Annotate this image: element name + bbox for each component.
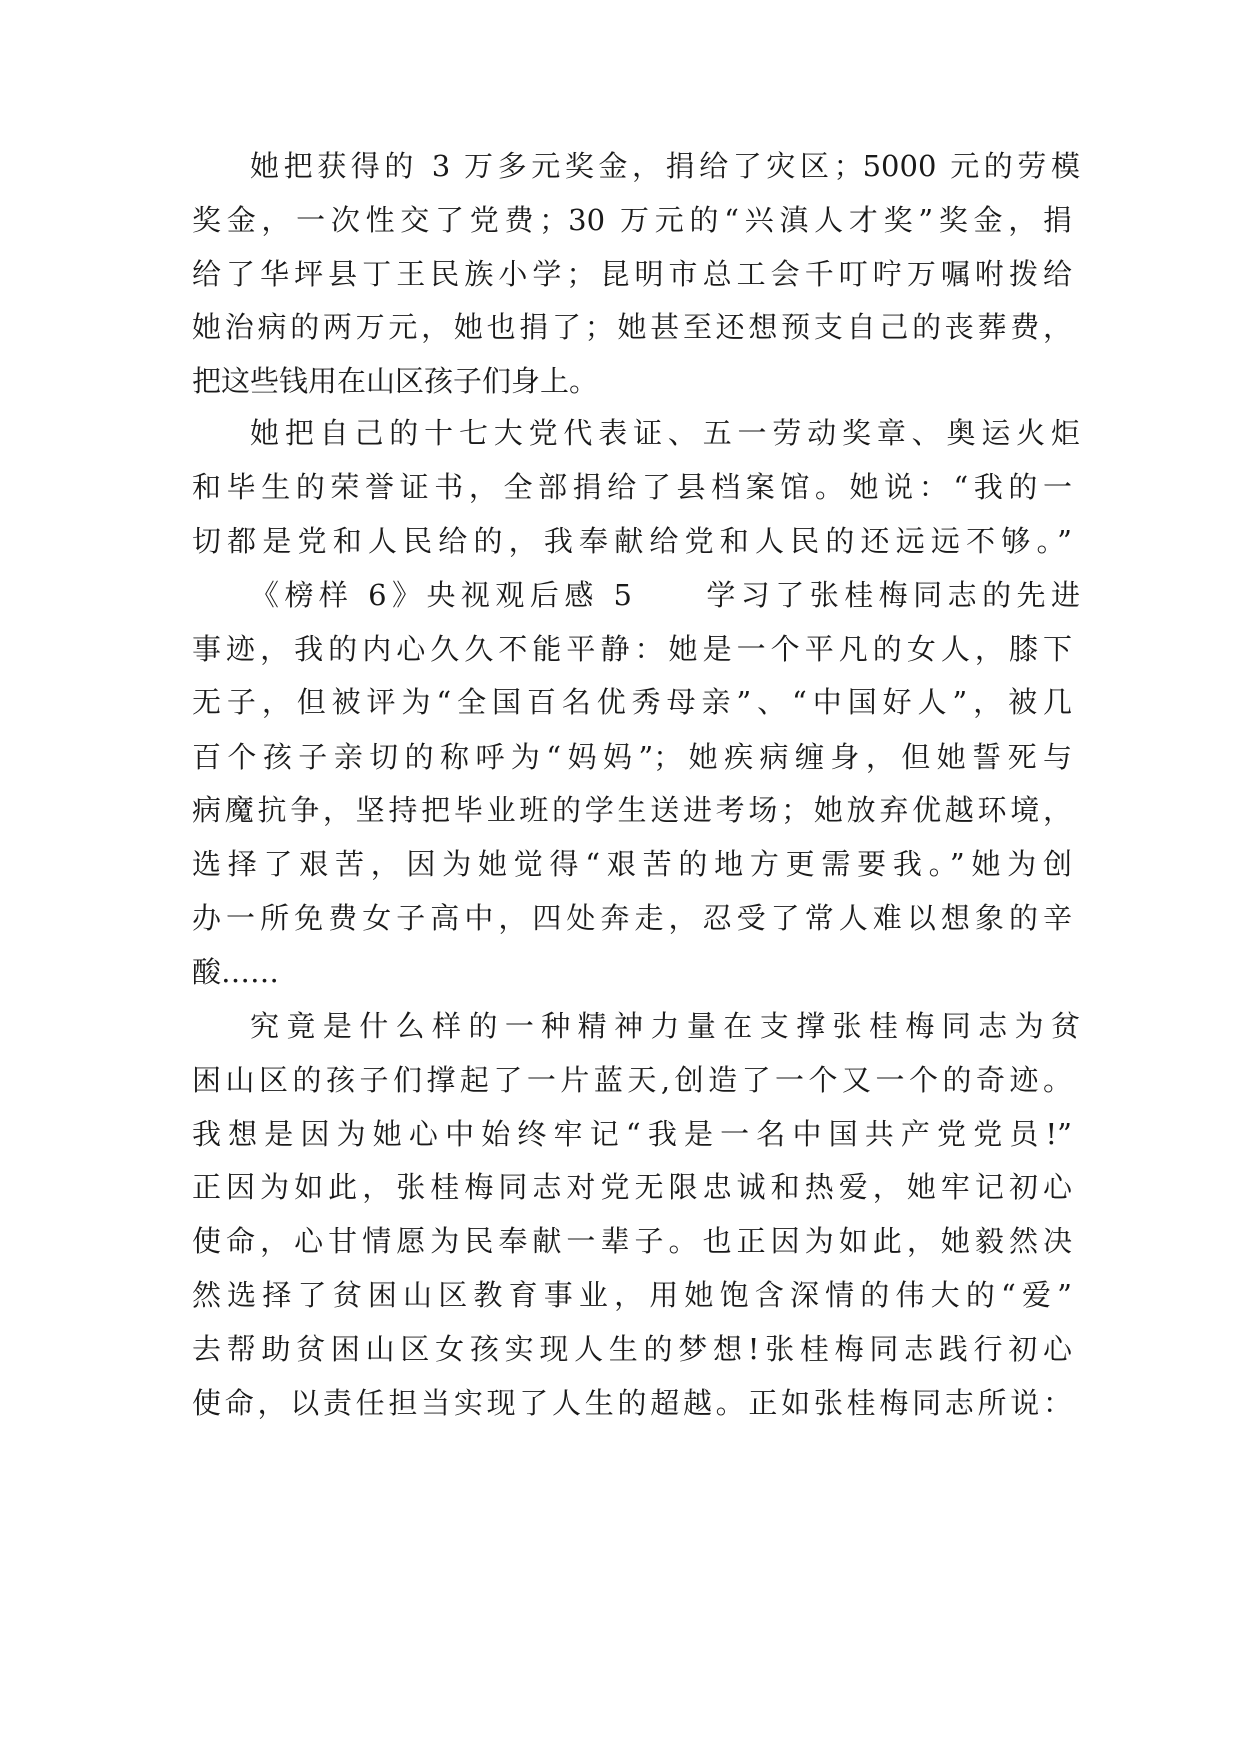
paragraph-3-line-8: 酸…… [192, 955, 280, 989]
paragraph-1-line-2: 奖金，一次性交了党费；30 万元的“兴滇人才奖”奖金，捐 [192, 203, 1072, 237]
paragraph-3-line-5: 病魔抗争，坚持把毕业班的学生送进考场；她放弃优越环境， [192, 793, 1072, 827]
paragraph-2-line-3: 切都是党和人民给的，我奉献给党和人民的还远远不够。” [192, 524, 1072, 558]
paragraph-3-line-2: 事迹，我的内心久久不能平静：她是一个平凡的女人，膝下 [192, 632, 1072, 666]
paragraph-3-line-4: 百个孩子亲切的称呼为“妈妈”；她疾病缠身，但她誓死与 [192, 740, 1072, 774]
paragraph-3-line-1: 《榜样 6》央视观后感 5 学习了张桂梅同志的先进 [250, 578, 1080, 612]
paragraph-3-line-6: 选择了艰苦，因为她觉得“艰苦的地方更需要我。”她为创 [192, 847, 1072, 881]
paragraph-1-line-1: 她把获得的 3 万多元奖金，捐给了灾区；5000 元的劳模 [250, 149, 1080, 183]
paragraph-1-line-3: 给了华坪县丁王民族小学；昆明市总工会千叮咛万嘱咐拨给 [192, 257, 1072, 291]
paragraph-4-line-5: 使命，心甘情愿为民奉献一辈子。也正因为如此，她毅然决 [192, 1224, 1072, 1258]
paragraph-1-line-5: 把这些钱用在山区孩子们身上。 [192, 364, 599, 398]
paragraph-4-line-6: 然选择了贫困山区教育事业，用她饱含深情的伟大的“爱” [192, 1278, 1072, 1312]
paragraph-4-line-2: 困山区的孩子们撑起了一片蓝天,创造了一个又一个的奇迹。 [192, 1063, 1072, 1097]
paragraph-4-line-7: 去帮助贫困山区女孩实现人生的梦想!张桂梅同志践行初心 [192, 1332, 1072, 1366]
paragraph-3-line-3: 无子，但被评为“全国百名优秀母亲”、“中国好人”，被几 [192, 685, 1072, 719]
paragraph-2-line-1: 她把自己的十七大党代表证、五一劳动奖章、奥运火炬 [250, 416, 1080, 450]
paragraph-4-line-8: 使命，以责任担当实现了人生的超越。正如张桂梅同志所说： [192, 1386, 1072, 1420]
paragraph-2-line-2: 和毕生的荣誉证书，全部捐给了县档案馆。她说：“我的一 [192, 470, 1072, 504]
paragraph-3-line-7: 办一所免费女子高中，四处奔走，忍受了常人难以想象的辛 [192, 901, 1072, 935]
paragraph-1-line-4: 她治病的两万元，她也捐了；她甚至还想预支自己的丧葬费， [192, 310, 1072, 344]
paragraph-4-line-4: 正因为如此，张桂梅同志对党无限忠诚和热爱，她牢记初心 [192, 1170, 1072, 1204]
paragraph-4-line-3: 我想是因为她心中始终牢记“我是一名中国共产党党员!” [192, 1117, 1072, 1151]
paragraph-4-line-1: 究竟是什么样的一种精神力量在支撑张桂梅同志为贫 [250, 1009, 1080, 1043]
